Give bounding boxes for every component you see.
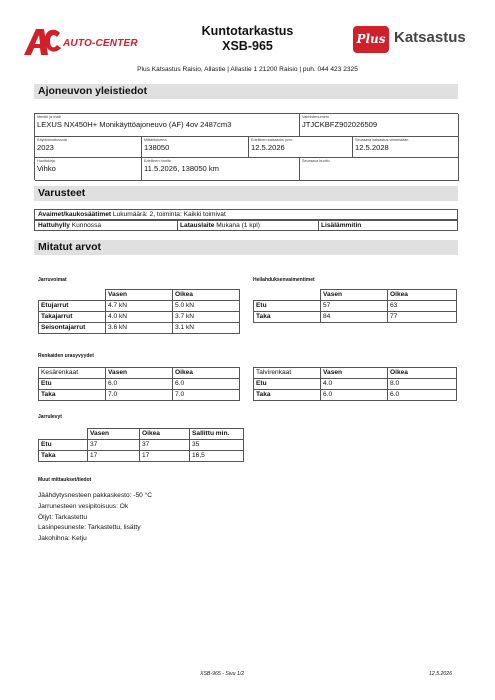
service-book-label: Huoltokirja [37, 159, 55, 163]
table-row [39, 440, 244, 451]
shocks-col-right: Oikea [388, 290, 457, 301]
winter-col-right: Oikea [388, 368, 457, 379]
brakes-table [38, 289, 240, 334]
brakes-row-label: Seisontajarrut [39, 323, 106, 334]
section-equipment-heading: Varusteet [34, 186, 458, 201]
brakes-left-value: 3.6 kN [106, 323, 173, 334]
brakes-right-value: 5.0 kN [173, 301, 240, 312]
summer-col-right: Oikea [173, 368, 240, 379]
next-inspection-label: Seuraava katsastus viimeistään [355, 138, 409, 142]
discs-title: Jarrulevyt [38, 414, 62, 420]
table-row [39, 429, 244, 440]
service-book-cell [35, 158, 142, 181]
winter-row-label: Etu [254, 379, 321, 390]
brakes-right-value: 3.1 kN [173, 323, 240, 334]
plus-katsastus-logo [353, 26, 473, 53]
auto-center-logo-text: AUTO-CENTER [63, 38, 138, 49]
keys-label: Avaimet/kaukosäätimet [38, 211, 112, 218]
shocks-row-label: Taka [254, 312, 321, 323]
equipment-row-2 [34, 220, 458, 231]
brakes-col-right: Oikea [173, 290, 240, 301]
last-inspection-label: Edellinen katsastus pvm. [251, 138, 293, 142]
last-inspection-cell [249, 137, 353, 158]
keys-value: Lukumäärä: 2, toiminta: Kaikki toimivat [112, 211, 226, 218]
winter-right-value: 8.0 [388, 379, 457, 390]
last-inspection-value: 12.5.2026 [251, 143, 285, 152]
winter-tires-table [253, 367, 457, 401]
previous-service-cell [142, 158, 300, 181]
hat-shelf-value: Kunnossa [71, 222, 102, 229]
brakes-row-label: Takajarrut [39, 312, 106, 323]
shocks-left-value: 57 [321, 301, 388, 312]
summer-left-value: 7.0 [106, 390, 173, 401]
discs-col-right: Oikea [140, 429, 190, 440]
discs-right-value: 17 [140, 451, 190, 462]
table-row [254, 312, 457, 323]
next-service-cell [300, 158, 459, 181]
table-row [254, 379, 457, 390]
brakes-left-value: 4.0 kN [106, 312, 173, 323]
section-measured-heading: Mitatut arvot [34, 240, 458, 255]
winter-left-value: 6.0 [321, 390, 388, 401]
document-title: Kuntotarkastus [201, 24, 294, 38]
table-row [254, 290, 457, 301]
table-row [39, 368, 240, 379]
station-address: Plus Katsastus Raisio, Allastie | Allastie 1 21200 Raisio | puh. 044 423 2325 [137, 66, 358, 73]
plus-badge: Plus [353, 26, 389, 53]
brakes-row-label: Etujarrut [39, 301, 106, 312]
odometer-value: 138050 [144, 143, 170, 152]
katsastus-word: Katsastus [394, 29, 466, 46]
brakes-right-value: 3.7 kN [173, 312, 240, 323]
winter-right-value: 6.0 [388, 390, 457, 401]
winter-col-left: Vasen [321, 368, 388, 379]
service-book-value: Vihko [37, 164, 56, 173]
brake-discs-table [38, 428, 244, 462]
first-registration-cell [35, 137, 142, 158]
table-row [39, 301, 240, 312]
discs-row-label: Etu [39, 440, 88, 451]
table-row [39, 290, 240, 301]
winter-row-label: Taka [254, 390, 321, 401]
other-measurements-list [38, 491, 152, 545]
vin-value: JTJCKBFZ902026509 [302, 120, 378, 129]
next-inspection-cell [353, 137, 459, 158]
summer-row-label: Taka [39, 390, 106, 401]
summer-right-value: 6.0 [173, 379, 240, 390]
footer-date: 12.5.2026 [429, 671, 453, 677]
discs-row-label: Taka [39, 451, 88, 462]
next-service-label: Seuraava huolto [302, 159, 330, 163]
odometer-label: Mittarilukema [144, 138, 167, 142]
other-title: Muut mittaukset/tiedot [38, 477, 92, 483]
document-title-block [160, 24, 335, 54]
brakes-title: Jarruvoimat [38, 277, 67, 283]
shocks-col-left: Vasen [321, 290, 388, 301]
list-item: Jakohihna: Ketju [38, 535, 87, 543]
summer-left-value: 6.0 [106, 379, 173, 390]
keys-row [34, 209, 458, 220]
table-row [254, 368, 457, 379]
section-general-heading: Ajoneuvon yleistiedot [34, 84, 458, 99]
table-row [39, 451, 244, 462]
previous-service-label: Edellinen huolto [144, 159, 172, 163]
shocks-right-value: 77 [388, 312, 457, 323]
first-registration-label: Käyttöönottovuosi [37, 138, 68, 142]
list-item: Jarrunesteen vesipitoisuus: Ok [38, 502, 129, 510]
discs-col-min: Sallittu min. [190, 429, 244, 440]
discs-left-value: 37 [88, 440, 140, 451]
summer-tires-table [38, 367, 240, 401]
make-model-value: LEXUS NX450H+ Monikäyttöajoneuvo (AF) 4ov 2487cm3 [37, 120, 232, 129]
general-info-grid [34, 113, 458, 180]
summer-row-label: Etu [39, 379, 106, 390]
charger-label: Latauslaite [180, 222, 215, 229]
discs-col-left: Vasen [88, 429, 140, 440]
summer-tires-header: Kesärenkaat [39, 368, 106, 379]
hat-shelf-label: Hattuhylly [38, 222, 70, 229]
shocks-right-value: 63 [388, 301, 457, 312]
charger-value: Mukana (1 kpl) [216, 222, 260, 229]
discs-right-value: 37 [140, 440, 190, 451]
brakes-col-left: Vasen [106, 290, 173, 301]
table-row [39, 312, 240, 323]
auto-center-logo [22, 27, 152, 59]
table-row [254, 390, 457, 401]
winter-left-value: 4.0 [321, 379, 388, 390]
odometer-cell [142, 137, 249, 158]
discs-left-value: 17 [88, 451, 140, 462]
list-item: Öljyt: Tarkastettu [38, 513, 87, 521]
list-item: Jäähdytysnesteen pakkaskesto: -50 °C [38, 492, 153, 499]
table-row [254, 301, 457, 312]
shocks-table [253, 289, 457, 323]
discs-min-value: 16,5 [190, 451, 244, 462]
vin-label: Valmistenumero [302, 115, 330, 119]
next-inspection-value: 12.5.2028 [355, 143, 389, 152]
vin-cell [300, 114, 459, 137]
tread-title: Renkaiden urasyvyydet [38, 353, 94, 359]
previous-service-value: 11.5.2026, 138050 km [144, 164, 220, 173]
table-row [39, 390, 240, 401]
summer-col-left: Vasen [106, 368, 173, 379]
brakes-left-value: 4.7 kN [106, 301, 173, 312]
aux-heater-label: Lisälämmitin [321, 222, 362, 229]
table-row [39, 323, 240, 334]
list-item: Lasinpesuneste: Tarkastettu, lisätty [38, 524, 141, 532]
plate-number: XSB-965 [222, 39, 273, 53]
first-registration-value: 2023 [37, 143, 54, 152]
footer-page: XSB-965 - Sivu 1/2 [200, 671, 245, 677]
discs-min-value: 35 [190, 440, 244, 451]
make-model-label: Merkki ja malli [37, 115, 62, 119]
shocks-title: Heilahduksenvaimentimet [253, 277, 315, 283]
winter-tires-header: Talvirenkaat [254, 368, 321, 379]
make-model-cell [35, 114, 300, 137]
shocks-row-label: Etu [254, 301, 321, 312]
auto-center-logo-mark [22, 27, 62, 57]
summer-right-value: 7.0 [173, 390, 240, 401]
shocks-left-value: 84 [321, 312, 388, 323]
table-row [39, 379, 240, 390]
